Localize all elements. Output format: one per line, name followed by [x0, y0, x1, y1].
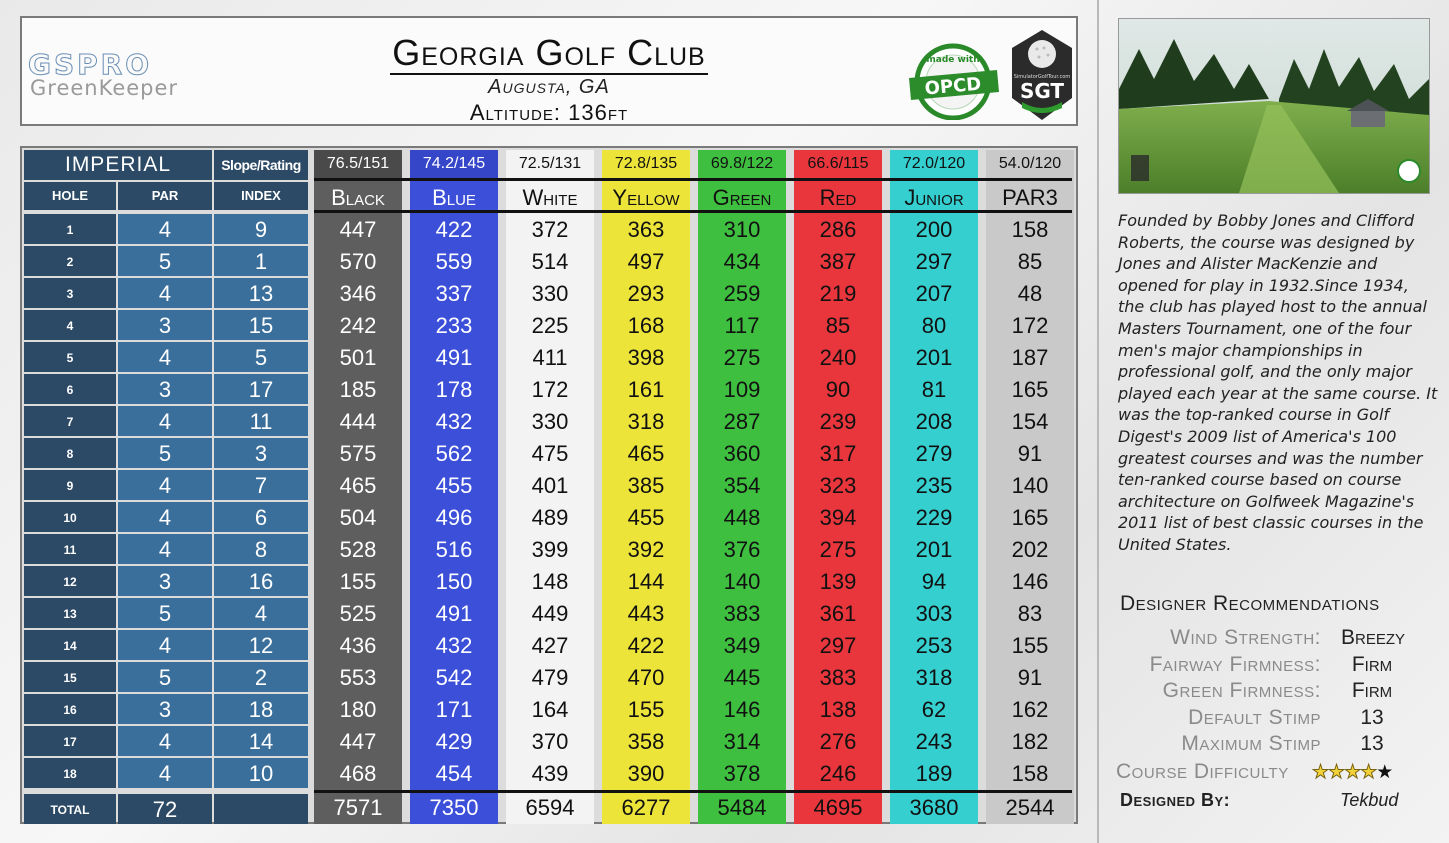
hole-par: 4 [118, 502, 212, 532]
hole-number: 9 [24, 470, 116, 500]
hole-yardage: 242 [339, 313, 377, 338]
hole-number: 8 [24, 438, 116, 468]
hole-number: 16 [24, 694, 116, 724]
hole-yardage: 235 [915, 473, 953, 498]
hole-par: 4 [118, 278, 212, 308]
tee-name: Red [819, 185, 857, 210]
hole-yardage: 81 [921, 377, 947, 402]
hole-yardage: 330 [531, 409, 569, 434]
hole-yardage: 154 [1011, 409, 1049, 434]
hole-index: 17 [214, 374, 308, 404]
hole-yardage: 117 [724, 313, 760, 338]
hole-yardage: 165 [1011, 377, 1049, 402]
tee-column-yellow [602, 150, 690, 824]
hole-yardage: 178 [435, 377, 473, 402]
hole-yardage: 363 [627, 217, 665, 242]
hole-yardage: 465 [339, 473, 377, 498]
recommendation-value: 13 [1360, 732, 1384, 755]
tee-column-green [698, 150, 786, 824]
hole-yardage: 148 [531, 569, 569, 594]
hole-yardage: 164 [531, 697, 569, 722]
hole-yardage: 318 [915, 665, 953, 690]
hole-yardage: 383 [723, 601, 761, 626]
hole-yardage: 293 [627, 281, 665, 306]
tee-rating: 72.5/131 [506, 150, 594, 178]
scorecard-table [20, 146, 1078, 824]
hole-yardage: 394 [819, 505, 857, 530]
greenkeeper-logo-text: GreenKeeper [30, 76, 179, 100]
hole-yardage: 138 [819, 697, 857, 722]
hole-yardage: 349 [723, 633, 761, 658]
hole-yardage: 553 [339, 665, 377, 690]
hole-index: 2 [214, 662, 308, 692]
hole-yardage: 246 [819, 761, 857, 786]
hole-par: 3 [118, 566, 212, 596]
total-yardage: 7350 [429, 795, 479, 820]
hole-yardage: 516 [435, 537, 473, 562]
hole-number: 2 [24, 246, 116, 276]
hole-yardage: 187 [1011, 345, 1049, 370]
hole-yardage: 233 [435, 313, 473, 338]
hole-yardage: 432 [435, 409, 473, 434]
index-column-header: INDEX [214, 182, 308, 210]
hole-yardage: 392 [627, 537, 665, 562]
hole-yardage: 497 [627, 249, 665, 274]
tee-column-par3 [986, 150, 1074, 824]
hole-yardage: 229 [915, 505, 953, 530]
hole-yardage: 559 [435, 249, 473, 274]
hole-yardage: 239 [819, 409, 857, 434]
recommendation-value: 13 [1360, 705, 1384, 729]
tee-name: Black [331, 185, 385, 210]
hole-yardage: 470 [627, 665, 665, 690]
tee-name: Blue [432, 185, 476, 210]
hole-yardage: 275 [819, 537, 857, 562]
hole-par: 4 [118, 534, 212, 564]
hole-yardage: 150 [435, 569, 473, 594]
hole-index: 7 [214, 470, 308, 500]
recommendation-label: Wind Strength: [1170, 626, 1321, 649]
hole-yardage: 390 [627, 761, 665, 786]
header-rule-top [314, 178, 1072, 181]
hole-yardage: 314 [723, 729, 761, 754]
hole-yardage: 139 [819, 569, 857, 594]
svg-text:OPCD: OPCD [923, 73, 983, 100]
hole-index: 13 [214, 278, 308, 308]
hole-index: 11 [214, 406, 308, 436]
hole-yardage: 182 [1011, 729, 1049, 754]
hole-yardage: 575 [339, 441, 377, 466]
hole-yardage: 165 [1011, 505, 1049, 530]
hole-yardage: 439 [531, 761, 569, 786]
hole-yardage: 225 [531, 313, 569, 338]
hole-number: 1 [24, 214, 116, 244]
hole-yardage: 297 [819, 633, 857, 658]
total-yardage: 4695 [813, 795, 863, 820]
hole-yardage: 447 [339, 217, 377, 242]
hole-yardage: 297 [915, 249, 953, 274]
tee-name: White [522, 185, 578, 210]
total-yardage: 6277 [621, 795, 671, 820]
hole-yardage: 219 [819, 281, 857, 306]
hole-yardage: 491 [435, 601, 473, 626]
sgt-badge-icon [1008, 28, 1076, 122]
star-empty-icon: ★ [1376, 761, 1393, 783]
hole-number: 15 [24, 662, 116, 692]
hole-yardage: 376 [723, 537, 761, 562]
tee-rating: 76.5/151 [314, 150, 402, 178]
hole-number: 3 [24, 278, 116, 308]
hole-yardage: 83 [1017, 601, 1043, 626]
hole-yardage: 422 [435, 217, 473, 242]
hole-yardage: 202 [1011, 537, 1049, 562]
course-preview-image [1118, 18, 1430, 194]
hole-yardage: 496 [435, 505, 473, 530]
hole-number: 11 [24, 534, 116, 564]
hole-yardage: 570 [339, 249, 377, 274]
hole-par: 3 [118, 694, 212, 724]
hole-yardage: 448 [723, 505, 761, 530]
hole-index: 18 [214, 694, 308, 724]
hole-par: 5 [118, 438, 212, 468]
hole-yardage: 168 [627, 313, 665, 338]
hole-yardage: 455 [627, 505, 665, 530]
hole-yardage: 140 [1011, 473, 1049, 498]
hole-yardage: 109 [723, 377, 761, 402]
total-yardage: 7571 [333, 795, 383, 820]
hole-number: 5 [24, 342, 116, 372]
hole-yardage: 279 [915, 441, 953, 466]
svg-text:SGT: SGT [1019, 79, 1065, 103]
hole-yardage: 94 [921, 569, 947, 594]
hole-yardage: 330 [531, 281, 569, 306]
hole-yardage: 528 [339, 537, 377, 562]
star-filled-icon: ★ [1344, 761, 1361, 783]
hole-yardage: 354 [723, 473, 761, 498]
hole-yardage: 243 [915, 729, 953, 754]
hole-index: 10 [214, 758, 308, 788]
hole-par: 4 [118, 342, 212, 372]
hole-yardage: 370 [531, 729, 569, 754]
hole-index: 9 [214, 214, 308, 244]
hole-yardage: 378 [723, 761, 761, 786]
hole-number: 6 [24, 374, 116, 404]
hole-yardage: 429 [435, 729, 473, 754]
hole-yardage: 208 [915, 409, 953, 434]
hole-yardage: 91 [1017, 665, 1043, 690]
tee-column-blue [410, 150, 498, 824]
hole-yardage: 185 [339, 377, 377, 402]
hole-number: 13 [24, 598, 116, 628]
gspro-logo: GSPRO [28, 48, 153, 81]
hole-yardage: 401 [531, 473, 569, 498]
hole-yardage: 85 [825, 313, 851, 338]
hole-index: 3 [214, 438, 308, 468]
recommendation-value: Firm [1351, 679, 1393, 702]
hole-yardage: 504 [339, 505, 377, 530]
hole-column-header: HOLE [24, 182, 116, 210]
hole-number: 17 [24, 726, 116, 756]
designed-by-label: Designed By: [1120, 790, 1231, 810]
hole-yardage: 162 [1011, 697, 1049, 722]
course-description: Founded by Bobby Jones and Clifford Roberts, the course was designed by Jones and Alister MacKenzie and opened for play in 1932.Since 1934, the club has played host to the annual Masters Tournament, one of the four men's major championships in professional golf, and the only major played each year at the same course. It was the top-ranked course in Golf Digest's 2009 list of America's 100 greatest courses and was the number ten-ranked course based on course architecture on Golfweek Magazine's 2011 list of best classic courses in the United States. [1118, 211, 1438, 554]
hole-par: 3 [118, 374, 212, 404]
tee-name: Yellow [612, 185, 680, 210]
hole-index: 4 [214, 598, 308, 628]
hole-yardage: 146 [1011, 569, 1049, 594]
tee-rating: 72.0/120 [890, 150, 978, 178]
tee-rating: 69.8/122 [698, 150, 786, 178]
star-filled-icon: ★ [1360, 761, 1377, 783]
hole-number: 12 [24, 566, 116, 596]
hole-yardage: 337 [435, 281, 473, 306]
tee-rating: 66.6/115 [794, 150, 882, 178]
hole-yardage: 155 [339, 569, 377, 594]
hole-yardage: 201 [915, 537, 953, 562]
recommendation-label: Default Stimp [1188, 705, 1321, 729]
hole-yardage: 445 [723, 665, 761, 690]
recommendation-label: Green Firmness: [1162, 679, 1321, 702]
hole-yardage: 436 [339, 633, 377, 658]
tee-name: Junior [904, 185, 964, 210]
hole-index: 1 [214, 246, 308, 276]
hole-yardage: 501 [339, 345, 377, 370]
hole-yardage: 287 [723, 409, 761, 434]
hole-yardage: 385 [627, 473, 665, 498]
hole-index: 5 [214, 342, 308, 372]
tee-name: PAR3 [1002, 185, 1058, 210]
hole-yardage: 91 [1017, 441, 1043, 466]
hole-yardage: 303 [915, 601, 953, 626]
hole-yardage: 449 [531, 601, 569, 626]
hole-par: 5 [118, 662, 212, 692]
hole-yardage: 432 [435, 633, 473, 658]
hole-yardage: 447 [339, 729, 377, 754]
hole-par: 4 [118, 470, 212, 500]
header-rule-bottom [314, 210, 1072, 213]
hole-yardage: 253 [915, 633, 953, 658]
hole-yardage: 318 [627, 409, 665, 434]
course-altitude: Altitude: 136ft [469, 100, 629, 125]
recommendation-value: Firm [1351, 652, 1393, 676]
hole-number: 10 [24, 502, 116, 532]
tee-column-junior [890, 150, 978, 824]
hole-par: 3 [118, 310, 212, 340]
hole-index: 15 [214, 310, 308, 340]
total-label: TOTAL [24, 794, 116, 824]
hole-yardage: 310 [723, 217, 761, 242]
hole-yardage: 276 [819, 729, 857, 754]
hole-yardage: 361 [819, 601, 857, 626]
recommendation-value: Breezy [1341, 626, 1406, 649]
hole-yardage: 465 [627, 441, 665, 466]
hole-yardage: 172 [1011, 313, 1049, 338]
hole-yardage: 48 [1017, 281, 1043, 306]
hole-yardage: 422 [627, 633, 665, 658]
hole-par: 4 [118, 726, 212, 756]
hole-yardage: 525 [339, 601, 377, 626]
hole-number: 4 [24, 310, 116, 340]
hole-yardage: 140 [723, 569, 761, 594]
hole-yardage: 434 [723, 249, 761, 274]
hole-yardage: 383 [819, 665, 857, 690]
difficulty-rating [1312, 761, 1392, 783]
units-header: IMPERIAL [24, 150, 212, 180]
course-title: Georgia Golf Club [392, 32, 706, 73]
hole-yardage: 207 [915, 281, 953, 306]
hole-par: 5 [118, 246, 212, 276]
total-yardage: 3680 [909, 795, 959, 820]
hole-yardage: 240 [819, 345, 857, 370]
total-par: 72 [118, 794, 212, 824]
hole-yardage: 491 [435, 345, 473, 370]
hole-yardage: 489 [531, 505, 569, 530]
hole-yardage: 372 [531, 217, 569, 242]
hole-yardage: 144 [627, 569, 665, 594]
hole-yardage: 90 [825, 377, 851, 402]
hole-par: 4 [118, 630, 212, 660]
tee-rating: 54.0/120 [986, 150, 1074, 178]
hole-yardage: 155 [627, 697, 665, 722]
hole-yardage: 542 [435, 665, 473, 690]
slope-rating-header: Slope/Rating [214, 150, 308, 180]
hole-yardage: 455 [435, 473, 473, 498]
hole-yardage: 360 [723, 441, 761, 466]
star-filled-icon: ★ [1312, 761, 1329, 783]
hole-par: 4 [118, 406, 212, 436]
hole-yardage: 454 [435, 761, 473, 786]
tee-column-white [506, 150, 594, 824]
course-location: Augusta, GA [488, 76, 610, 98]
total-yardage: 2544 [1005, 795, 1055, 820]
par-column-header: PAR [118, 182, 212, 210]
star-filled-icon: ★ [1328, 761, 1345, 783]
hole-yardage: 85 [1017, 249, 1043, 274]
total-yardage: 6594 [525, 795, 575, 820]
hole-yardage: 562 [435, 441, 473, 466]
hole-par: 5 [118, 598, 212, 628]
hole-yardage: 358 [627, 729, 665, 754]
hole-yardage: 180 [339, 697, 377, 722]
hole-yardage: 189 [915, 761, 953, 786]
hole-index: 6 [214, 502, 308, 532]
hole-yardage: 172 [531, 377, 569, 402]
hole-yardage: 161 [627, 377, 665, 402]
hole-yardage: 62 [921, 697, 947, 722]
hole-yardage: 155 [1011, 633, 1049, 658]
hole-yardage: 479 [531, 665, 569, 690]
total-rule [314, 790, 1072, 793]
tee-rating: 74.2/145 [410, 150, 498, 178]
hole-index: 14 [214, 726, 308, 756]
svg-text:made with: made with [926, 55, 980, 65]
hole-yardage: 514 [531, 249, 569, 274]
hole-yardage: 286 [819, 217, 857, 242]
hole-yardage: 387 [819, 249, 857, 274]
hole-number: 18 [24, 758, 116, 788]
hole-yardage: 475 [531, 441, 569, 466]
tee-column-black [314, 150, 402, 824]
opcd-badge-icon [905, 40, 1001, 120]
hole-index: 16 [214, 566, 308, 596]
recommendations-title: Designer Recommendations [1120, 592, 1380, 615]
hole-yardage: 444 [339, 409, 377, 434]
tee-name: Green [712, 185, 772, 210]
hole-yardage: 398 [627, 345, 665, 370]
hole-yardage: 275 [723, 345, 761, 370]
hole-number: 14 [24, 630, 116, 660]
hole-yardage: 427 [531, 633, 569, 658]
hole-index: 12 [214, 630, 308, 660]
hole-yardage: 259 [723, 281, 761, 306]
designer-name: Tekbud [1340, 790, 1399, 810]
hole-yardage: 468 [339, 761, 377, 786]
course-difficulty-label: Course Difficulty [1116, 760, 1289, 783]
tee-rating: 72.8/135 [602, 150, 690, 178]
tee-column-red [794, 150, 882, 824]
recommendation-label: Fairway Firmness: [1149, 652, 1321, 676]
hole-yardage: 200 [915, 217, 953, 242]
hole-yardage: 80 [921, 313, 947, 338]
hole-yardage: 346 [339, 281, 377, 306]
total-index-blank [214, 794, 308, 824]
course-header [20, 16, 1078, 126]
hole-yardage: 317 [819, 441, 857, 466]
hole-yardage: 146 [723, 697, 761, 722]
panel-divider [1097, 0, 1099, 843]
svg-text:SimulatorGolfTour.com: SimulatorGolfTour.com [1013, 74, 1071, 80]
hole-number: 7 [24, 406, 116, 436]
hole-yardage: 158 [1011, 761, 1049, 786]
hole-par: 4 [118, 214, 212, 244]
hole-yardage: 171 [435, 697, 473, 722]
hole-yardage: 443 [627, 601, 665, 626]
total-yardage: 5484 [717, 795, 767, 820]
hole-yardage: 158 [1011, 217, 1049, 242]
hole-yardage: 201 [915, 345, 953, 370]
hole-yardage: 323 [819, 473, 857, 498]
hole-yardage: 411 [532, 345, 568, 370]
recommendation-label: Maximum Stimp [1181, 732, 1321, 755]
hole-yardage: 399 [531, 537, 569, 562]
hole-index: 8 [214, 534, 308, 564]
hole-par: 4 [118, 758, 212, 788]
